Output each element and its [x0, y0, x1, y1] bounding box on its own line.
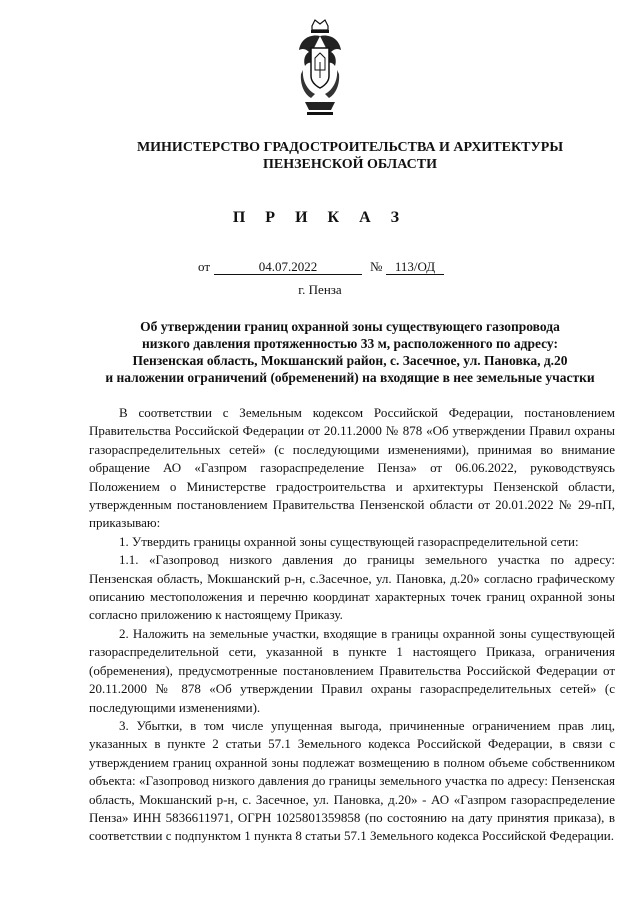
paragraph-preamble: В соответствии с Земельным кодексом Российской Федерации, постановлением Правительства Российской Федерации от 20.11.2000 № 878 «Об утверждении Правил охраны газораспределительных сетей» (с последующими изменениями), принимая во внимание обращение АО «Газпром газораспределение Пенза» от 06.06.2022, руководствуясь Положением о Министерстве градостроительства и архитектуры Пензенской области, утвержденным постановлением Правительства Пензенской области от 20.01.2022 № 29-пП, приказываю:: [89, 405, 615, 531]
document-type: П Р И К А З: [232, 209, 408, 226]
number-prefix: №: [370, 259, 383, 274]
paragraph-item-3: 3. Убытки, в том числе упущенная выгода, причиненные ограничением прав лиц, указанных в пункте 2 статьи 57.1 Земельного кодекса Российской Федерации, в связи с утверждением границ охранной зоны подлежат возмещению в полном объеме собственником объекта: «Газопровод низкого давления до границы земельного участка по адресу: Пензенская область, Мокшанский р-н, с. Засечное, ул. Пановка, д.20» - АО «Газпром газораспределение Пенза» ИНН 5836611971, ОГРН 1025801359858 (по состоянию на дату принятия приказа), в соответствии с подпунктом 1 пункта 8 статьи 57.1 Земельного кодекса Российской Федерации.: [89, 717, 615, 844]
title-line-4: и наложении ограничений (обременений) на входящие в нее земельные участки: [105, 370, 595, 385]
city: г. Пенза: [298, 282, 342, 297]
title-line-1: Об утверждении границ охранной зоны существующего газопровода: [140, 319, 560, 334]
order-date: 04.07.2022: [214, 259, 362, 275]
paragraph-item-1: 1. Утвердить границы охранной зоны существующей газораспределительной сети:: [119, 533, 579, 549]
coat-of-arms-icon: [297, 18, 343, 118]
date-prefix: от: [198, 259, 211, 274]
document-title: [60, 318, 640, 386]
document-body: [89, 404, 615, 846]
ministry-line-1: МИНИСТЕРСТВО ГРАДОСТРОИТЕЛЬСТВА И АРХИТЕКТУРЫ: [136, 140, 564, 155]
ministry-name: [60, 139, 640, 173]
title-line-2: низкого давления протяженностью 33 м, расположенного по адресу:: [142, 336, 558, 351]
ministry-line-2: ПЕНЗЕНСКОЙ ОБЛАСТИ: [263, 157, 437, 172]
paragraph-item-2: 2. Наложить на земельные участки, входящие в границы охранной зоны существующей газораспределительной сети, указанной в пункте 1 настоящего Приказа, ограничения (обременения), предусмотренные постановлением Правительства Российской Федерации от 20.11.2000 № 878 «Об утверждении Правил охраны газораспределительных сетей» (с последующими изменениями).: [89, 625, 615, 715]
title-line-3: Пензенская область, Мокшанский район, с. Засечное, ул. Пановка, д.20: [132, 353, 568, 368]
paragraph-item-1-1: 1.1. «Газопровод низкого давления до границы земельного участка по адресу: Пензенская область, Мокшанский р-н, с.Засечное, ул. Пановка, д.20» согласно графическому описанию местоположения и перечню координат характерных точек границ охранной зоны согласно приложению к настоящему Приказу.: [89, 552, 615, 623]
order-number: 113/ОД: [386, 259, 444, 275]
